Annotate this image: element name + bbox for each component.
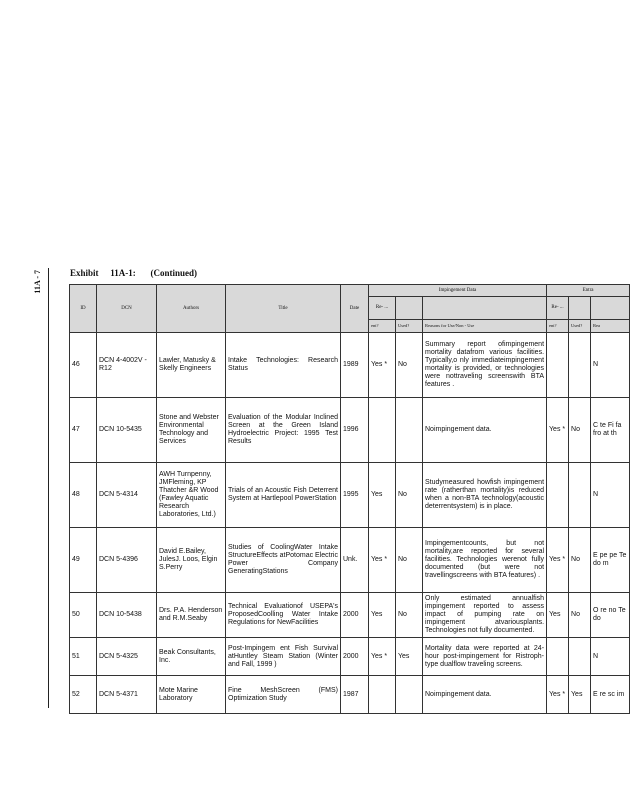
cell-authors: Drs. P.A. Henderson and R.M.Seaby [157,593,226,638]
cell-ent-used [569,333,591,398]
cell-ent-used: Yes [569,676,591,714]
cell-ent-relevant [547,333,569,398]
exhibit-caption [70,268,197,278]
cell-ent-relevant: Yes * [547,398,569,463]
header-authors: Authors [157,285,226,333]
exhibit-word: Exhibit [70,268,99,278]
cell-imp-used [396,676,423,714]
header-imp-relevant: Re- ... [369,297,396,320]
left-margin-rule [48,268,49,708]
cell-imp-reason: Only estimated annualfish impingement reported to assess impact of pumping rate on impingement atvariousplants. Technologies not fully documented. [423,593,547,638]
header-date: Date [341,285,369,333]
cell-dcn: DCN 10-5438 [97,593,157,638]
cell-ent-relevant [547,638,569,676]
cell-ent-used [569,463,591,528]
cell-ent-relevant [547,463,569,528]
header-ent-used: Used? [569,320,591,333]
cell-imp-used: No [396,463,423,528]
cell-ent-used: No [569,398,591,463]
cell-dcn: DCN 5-4325 [97,638,157,676]
cell-imp-relevant: Yes * [369,333,396,398]
cell-imp-reason: Noimpingement data. [423,398,547,463]
cell-imp-relevant: Yes [369,463,396,528]
table-row [70,676,630,714]
header-ent-used-top [569,297,591,320]
studies-table [69,284,630,714]
cell-id: 50 [70,593,97,638]
cell-date: 2000 [341,638,369,676]
cell-title: Technical Evaluationof USEPA's ProposedCoolling Water Intake Regulations for NewFacilities [226,593,341,638]
page-number-label: 11A - 7 [33,270,42,294]
exhibit-number: 11A-1: [110,268,136,278]
cell-date: 1995 [341,463,369,528]
cell-ent-reason: E pe pe Te do m [591,528,630,593]
cell-title: Fine MeshScreen (FMS) Optimization Study [226,676,341,714]
cell-imp-relevant [369,676,396,714]
cell-dcn: DCN 10-5435 [97,398,157,463]
cell-id: 49 [70,528,97,593]
cell-dcn: DCN 5-4396 [97,528,157,593]
cell-ent-relevant: Yes * [547,676,569,714]
cell-dcn: DCN 4-4002V - R12 [97,333,157,398]
table-row [70,593,630,638]
header-entrainment-group: Entra [547,285,630,297]
cell-imp-used: No [396,333,423,398]
cell-imp-reason: Summary report ofimpingement mortality datafrom various facilities. Typically,o nly immediateimpingement mortality is provided, or technologies were nottraveling screenswith BTA features . [423,333,547,398]
header-imp-used: Used? [396,320,423,333]
header-imp-reason: Reasons for Use/Non - Use [423,320,547,333]
cell-ent-used [569,638,591,676]
cell-imp-used: No [396,528,423,593]
cell-date: Unk. [341,528,369,593]
cell-title: Intake Technologies: Research Status [226,333,341,398]
header-title: Title [226,285,341,333]
cell-ent-reason: C te Fi fa fro at th [591,398,630,463]
cell-dcn: DCN 5-4371 [97,676,157,714]
cell-id: 48 [70,463,97,528]
cell-imp-used [396,398,423,463]
header-imp-reason-top [423,297,547,320]
cell-authors: Lawler, Matusky & Skelly Engineers [157,333,226,398]
cell-dcn: DCN 5-4314 [97,463,157,528]
cell-imp-used: Yes [396,638,423,676]
header-imp-used-top [396,297,423,320]
cell-ent-reason: N [591,333,630,398]
cell-date: 1989 [341,333,369,398]
cell-imp-reason: Mortality data were reported at 24-hour post-impingement for Ristroph-type dualflow traveling screens. [423,638,547,676]
header-id: ID [70,285,97,333]
cell-ent-reason: N [591,638,630,676]
cell-title: Trials of an Acoustic Fish Deterrent System at Hartlepool PowerStation [226,463,341,528]
cell-imp-relevant [369,398,396,463]
table-row [70,638,630,676]
cell-ent-reason: E re sc im [591,676,630,714]
cell-authors: Stone and Webster Environmental Technology and Services [157,398,226,463]
cell-authors: Beak Consultants, Inc. [157,638,226,676]
header-dcn: DCN [97,285,157,333]
cell-date: 2000 [341,593,369,638]
cell-authors: AWH Turnpenny, JMFleming, KP Thatcher &R Wood (Fawley Aquatic Research Laboratories, Ltd.) [157,463,226,528]
cell-imp-reason: Impingementcounts, but not mortality,are reported for several facilities. Technologies werenot fully documented (but were not travellingscreens with BTA features) . [423,528,547,593]
table-row [70,528,630,593]
header-ent-relevant-2: ent? [547,320,569,333]
cell-imp-reason: Noimpingement data. [423,676,547,714]
exhibit-status: (Continued) [150,268,198,278]
header-ent-relevant: Re- ... [547,297,569,320]
header-ent-reason-top [591,297,630,320]
cell-imp-used: No [396,593,423,638]
cell-authors: David E.Bailey, JulesJ. Loos, Elgin S.Perry [157,528,226,593]
header-imp-relevant-2: ent? [369,320,396,333]
header-ent-reason: Rea [591,320,630,333]
table-row [70,463,630,528]
table-row [70,333,630,398]
cell-ent-used: No [569,528,591,593]
cell-imp-reason: Studymeasured howfish impingement rate (ratherthan mortality)is reduced when a non-BTA technology(acoustic deterrentsystem) is in place. [423,463,547,528]
header-impingement-group: Impingement Data [369,285,547,297]
cell-imp-relevant: Yes [369,593,396,638]
cell-ent-reason: O re no Te do [591,593,630,638]
cell-imp-relevant: Yes * [369,638,396,676]
table-row [70,398,630,463]
cell-id: 47 [70,398,97,463]
cell-ent-relevant: Yes * [547,528,569,593]
cell-title: Studies of CoolingWater Intake StructureEffects atPotomac Electric Power Company GeneratingStations [226,528,341,593]
cell-ent-used: No [569,593,591,638]
cell-title: Post-Impingem ent Fish Survival atHuntley Steam Station (Winter and Fall, 1999 ) [226,638,341,676]
cell-id: 46 [70,333,97,398]
cell-date: 1987 [341,676,369,714]
cell-title: Evaluation of the Modular Inclined Screen at the Green Island Hydroelectric Project: 1995 Test Results [226,398,341,463]
cell-ent-reason: N [591,463,630,528]
cell-authors: Mote Marine Laboratory [157,676,226,714]
cell-imp-relevant: Yes * [369,528,396,593]
cell-id: 51 [70,638,97,676]
cell-date: 1996 [341,398,369,463]
cell-ent-relevant: Yes [547,593,569,638]
cell-id: 52 [70,676,97,714]
